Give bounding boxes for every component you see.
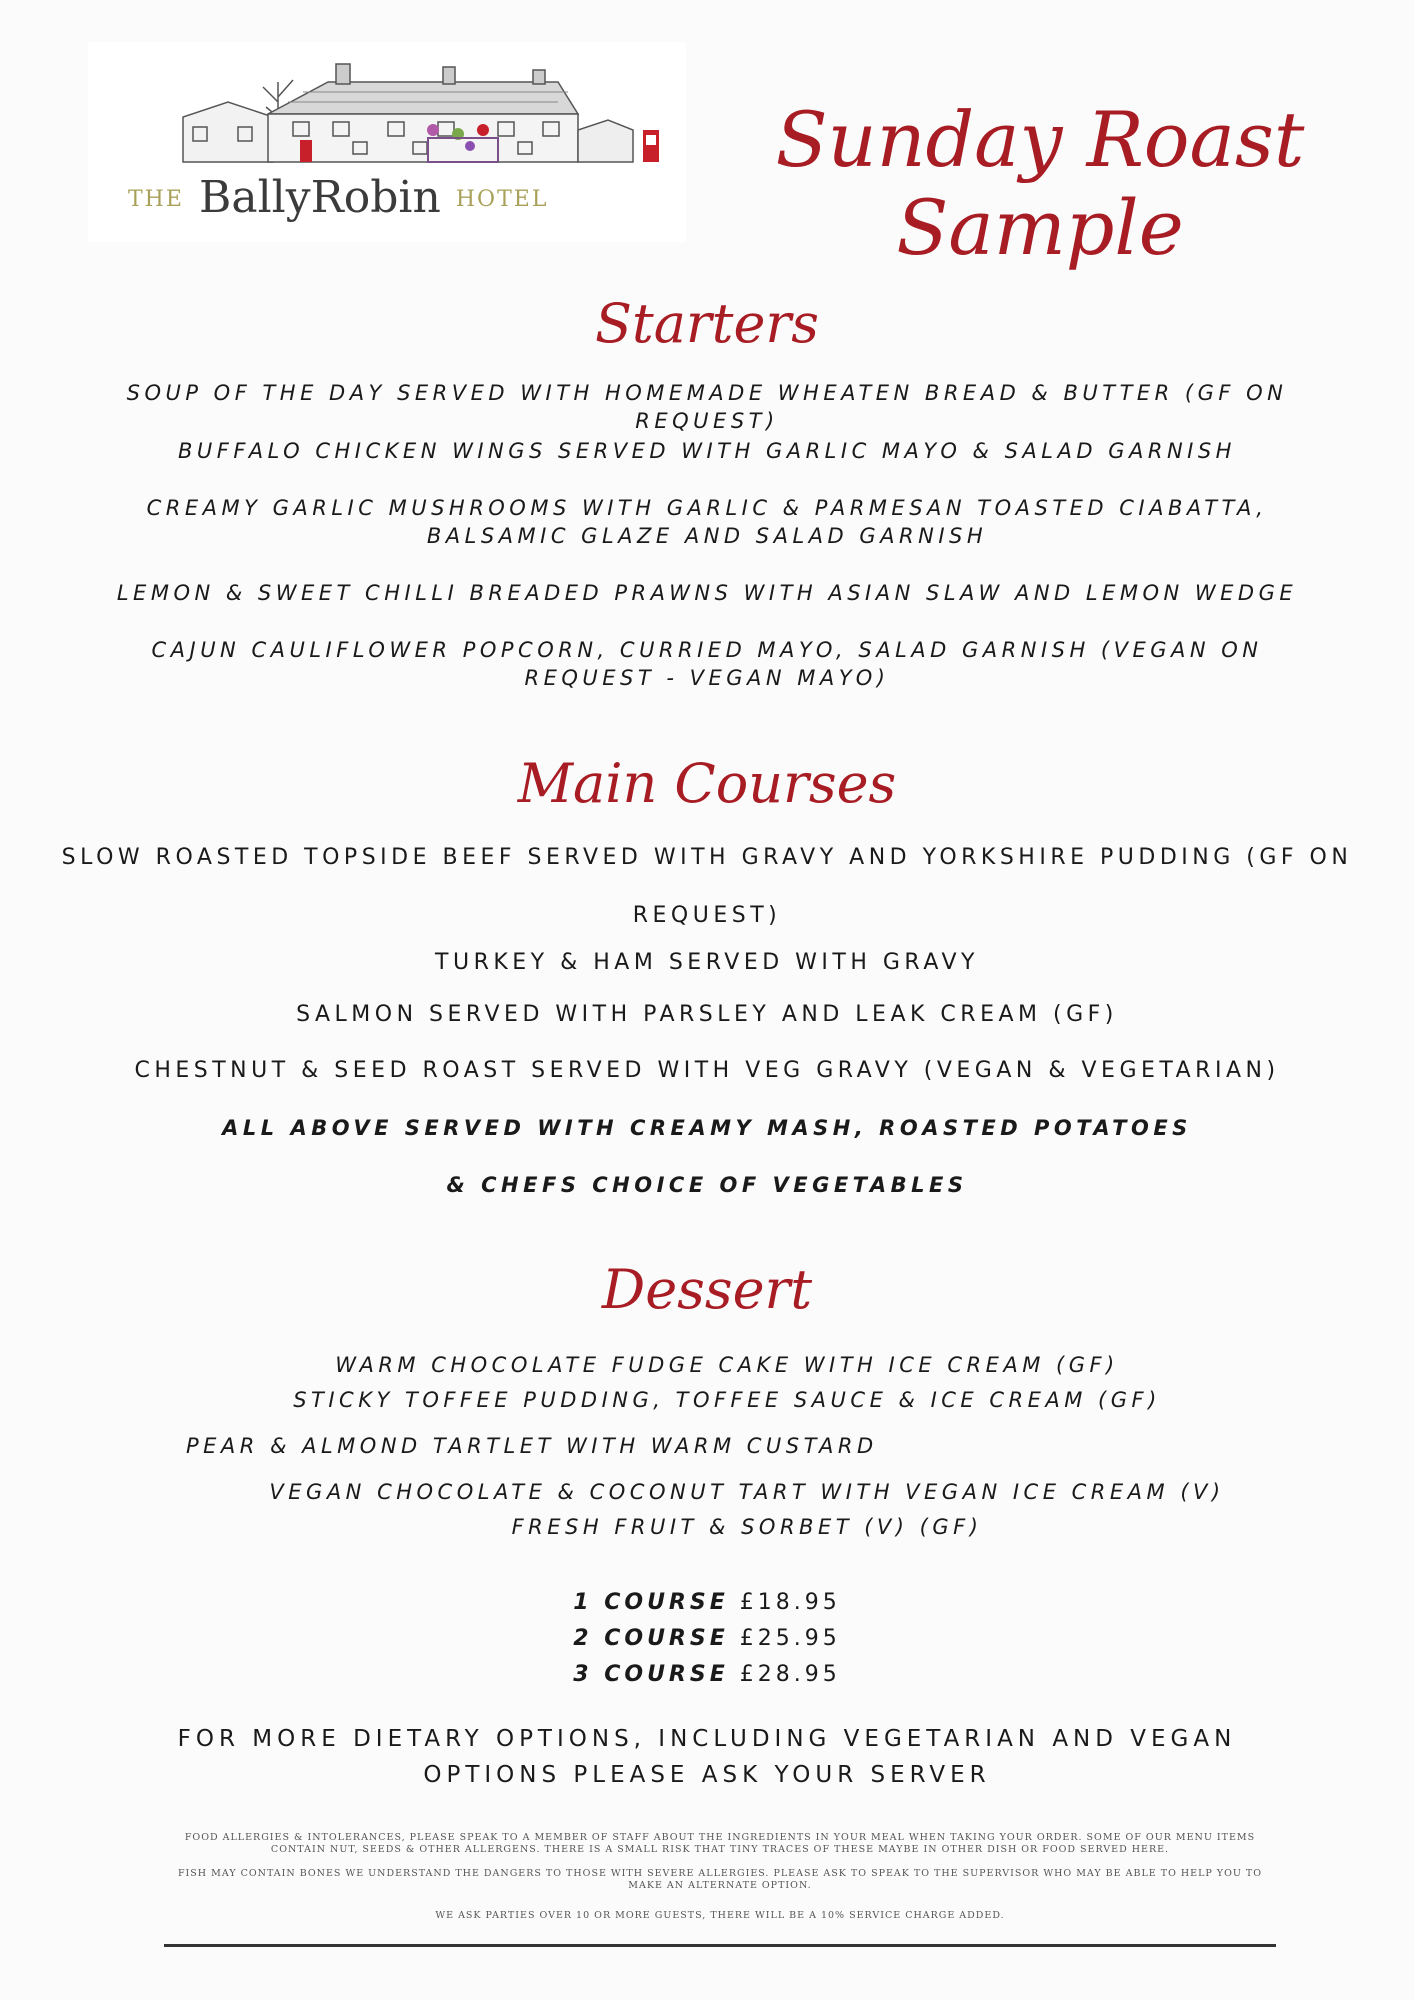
menu-title-line2: Sample xyxy=(896,183,1184,272)
starters-heading: Starters xyxy=(595,292,819,355)
dessert-item: PEAR & ALMOND TARTLET WITH WARM CUSTARD xyxy=(186,1434,878,1458)
mains-heading: Main Courses xyxy=(517,752,897,815)
main-item: TURKEY & HAM SERVED WITH GRAVY xyxy=(435,950,979,975)
main-item: REQUEST) xyxy=(632,903,782,928)
mains-served-with-note: & CHEFS CHOICE OF VEGETABLES xyxy=(446,1173,968,1197)
main-item: CHESTNUT & SEED ROAST SERVED WITH VEG GRAVY (VEGAN & VEGETARIAN) xyxy=(134,1058,1280,1083)
menu-title-line1: Sunday Roast xyxy=(775,95,1305,184)
dessert-item: WARM CHOCOLATE FUDGE CAKE WITH ICE CREAM (GF) xyxy=(335,1353,1119,1377)
price-label: 1 COURSE xyxy=(573,1590,729,1615)
starter-item: BUFFALO CHICKEN WINGS SERVED WITH GARLIC MAYO & SALAD GARNISH xyxy=(178,439,1236,463)
price-label: 2 COURSE xyxy=(573,1626,729,1651)
starter-item: LEMON & SWEET CHILLI BREADED PRAWNS WITH ASIAN SLAW AND LEMON WEDGE xyxy=(116,581,1298,605)
dietary-note: OPTIONS PLEASE ASK YOUR SERVER xyxy=(423,1762,991,1788)
allergy-notice: FOOD ALLERGIES & INTOLERANCES, PLEASE SPEAK TO A MEMBER OF STAFF ABOUT THE INGREDIENTS IN YOUR MEAL WHEN TAKING YOUR ORDER. SOME OF OUR MENU ITEMS CONTAIN NUT, SEEDS & OTHER ALLERGENS. THERE IS A SMALL RISK THAT TINY TRACES OF THESE MAYBE IN OTHER DISH OR FOOD SERVED HERE. xyxy=(184,1832,1256,1855)
hotel-building-illustration xyxy=(88,42,686,172)
logo-name: BallyRobin xyxy=(199,172,441,223)
dessert-heading: Dessert xyxy=(601,1258,813,1321)
price-label: 3 COURSE xyxy=(573,1662,729,1687)
price-value: £18.95 xyxy=(739,1590,841,1615)
price-row xyxy=(60,1626,1354,1651)
starter-item: CAJUN CAULIFLOWER POPCORN, CURRIED MAYO, SALAD GARNISH (VEGAN ON REQUEST - VEGAN MAYO) xyxy=(151,638,1263,690)
mains-served-with-note: ALL ABOVE SERVED WITH CREAMY MASH, ROASTED POTATOES xyxy=(222,1116,1192,1140)
logo-the: THE xyxy=(128,187,184,212)
dessert-item: FRESH FRUIT & SORBET (V) (GF) xyxy=(511,1515,983,1539)
starter-item: SOUP OF THE DAY SERVED WITH HOMEMADE WHEATEN BREAD & BUTTER (GF ON REQUEST) xyxy=(126,381,1288,433)
logo-wordmark xyxy=(128,172,668,223)
main-item: SLOW ROASTED TOPSIDE BEEF SERVED WITH GRAVY AND YORKSHIRE PUDDING (GF ON xyxy=(61,845,1353,870)
dietary-note: FOR MORE DIETARY OPTIONS, INCLUDING VEGETARIAN AND VEGAN xyxy=(177,1726,1237,1752)
dessert-item: VEGAN CHOCOLATE & COCONUT TART WITH VEGAN ICE CREAM (V) xyxy=(269,1480,1225,1504)
price-row xyxy=(60,1590,1354,1615)
price-row xyxy=(60,1662,1354,1687)
main-item: SALMON SERVED WITH PARSLEY AND LEAK CREAM (GF) xyxy=(296,1002,1118,1027)
footer-divider xyxy=(164,1944,1276,1947)
starter-item: CREAMY GARLIC MUSHROOMS WITH GARLIC & PARMESAN TOASTED CIABATTA, BALSAMIC GLAZE AND SALAD GARNISH xyxy=(146,496,1268,548)
price-value: £28.95 xyxy=(739,1662,841,1687)
service-charge-notice: WE ASK PARTIES OVER 10 OR MORE GUESTS, THERE WILL BE A 10% SERVICE CHARGE ADDED. xyxy=(435,1910,1005,1921)
dessert-item: STICKY TOFFEE PUDDING, TOFFEE SAUCE & ICE CREAM (GF) xyxy=(293,1388,1161,1412)
logo-hotel: HOTEL xyxy=(455,187,549,212)
hotel-logo xyxy=(88,42,686,242)
price-value: £25.95 xyxy=(739,1626,841,1651)
fish-bones-notice: FISH MAY CONTAIN BONES WE UNDERSTAND THE DANGERS TO THOSE WITH SEVERE ALLERGIES. PLEASE ASK TO SPEAK TO THE SUPERVISOR WHO MAY BE ABLE TO HELP YOU TO MAKE AN ALTERNATE OPTION. xyxy=(177,1868,1263,1891)
